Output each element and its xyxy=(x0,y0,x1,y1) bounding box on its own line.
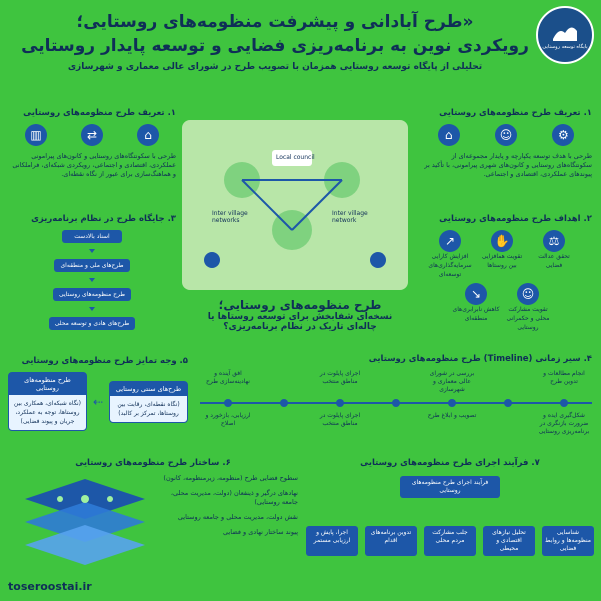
section-6-title: ۶. ساختار طرح منظومه‌های روستایی xyxy=(75,458,231,468)
people-icon: ☺ xyxy=(495,124,517,146)
goal-label: تحقق عدالت فضایی xyxy=(538,253,570,269)
traditional-plan-title: طرح‌های سنتی روستایی xyxy=(110,382,187,396)
goal-label: افزایش کارایی سرمایه‌گذاری‌های توسعه‌ای xyxy=(428,253,472,278)
central-question-line2: نسخه‌ای شفابخش برای توسعه روستاها یا xyxy=(207,312,393,322)
section-6 xyxy=(8,458,298,574)
network-icon: ⚙ xyxy=(552,124,574,146)
hierarchy-level: طرح‌های ملی و منطقه‌ای xyxy=(54,259,129,272)
house-icon: ⌂ xyxy=(438,124,460,146)
timeline-dot xyxy=(392,399,400,407)
goal-item xyxy=(426,230,474,279)
village-network-illustration xyxy=(182,120,408,290)
hierarchy-level: اسناد بالادست xyxy=(62,230,122,243)
arrow-icon: ⇠ xyxy=(92,394,104,409)
timeline-dots xyxy=(200,399,592,407)
arrow-down-icon xyxy=(89,249,95,253)
network-plan-panel xyxy=(8,372,87,431)
goal-item xyxy=(452,283,500,332)
traditional-plan-body: (نگاه نقطه‌ای، رقابت بین روستاها، تمرکز بر کالبد) xyxy=(117,400,180,417)
timeline-bottom-labels xyxy=(200,412,592,436)
section-1-right-icons xyxy=(420,124,592,146)
structure-list xyxy=(158,474,298,537)
illustration xyxy=(182,120,408,290)
title-line1: «طرح آبادانی و پیشرفت منظومه‌های روستایی؛ xyxy=(76,12,474,32)
section-2 xyxy=(412,214,592,332)
timeline-dot xyxy=(336,399,344,407)
village-icon: ⌂ xyxy=(137,124,159,146)
page-title xyxy=(20,10,530,58)
timeline-dot xyxy=(224,399,232,407)
goals-grid xyxy=(412,230,592,332)
section-1-left-icons xyxy=(8,124,176,146)
timeline-label: اجرای پایلوت در مناطق منتخب xyxy=(319,412,361,427)
goal-label: کاهش نابرابری‌های منطقه‌ای xyxy=(452,306,500,322)
arrow-down-icon xyxy=(89,278,95,282)
timeline-label: بررسی در شورای عالی معماری و شهرسازی xyxy=(429,370,475,393)
structure-diagram xyxy=(8,474,298,574)
balance-icon: ⚖ xyxy=(543,230,565,252)
timeline-dot xyxy=(448,399,456,407)
community-icon: ☺ xyxy=(517,283,539,305)
section-1-right xyxy=(420,108,592,179)
logo-icon xyxy=(551,21,579,43)
growth-icon: ↗ xyxy=(439,230,461,252)
section-7-title: ۷. فرآیند اجرای طرح منظومه‌های روستایی xyxy=(360,458,540,468)
process-title-box: فرآیند اجرای طرح منظومه‌های روستایی xyxy=(400,476,500,498)
process-step: جلب مشارکت مردم محلی xyxy=(424,526,476,556)
timeline-label: اجرای پایلوت در مناطق منتخب xyxy=(319,370,361,385)
process-step: اجرا، پایش و ارزیابی مستمر xyxy=(306,526,358,556)
timeline-label: انجام مطالعات و تدوین طرح xyxy=(543,370,585,385)
city-icon: ▥ xyxy=(25,124,47,146)
timeline-dot xyxy=(504,399,512,407)
goal-item xyxy=(478,230,526,279)
timeline-label: افق آینده و نهادینه‌سازی طرح xyxy=(206,370,250,385)
process-steps xyxy=(306,526,594,556)
timeline-dot xyxy=(560,399,568,407)
section-2-title: ۲. اهداف طرح منظومه‌های روستایی xyxy=(439,214,592,224)
comparison xyxy=(8,372,188,431)
structure-item: نهادهای درگیر و ذینفعان (دولت، مدیریت محلی، جامعه روستایی) xyxy=(170,489,298,506)
timeline-label: ارزیابی، بازخورد و اصلاح xyxy=(205,412,251,427)
structure-item: نقش دولت، مدیریت محلی و جامعه روستایی xyxy=(177,513,298,521)
section-4-title: ۴. سیر زمانی (Timeline) طرح منظومه‌های روستایی xyxy=(368,354,592,364)
network-plan-title: طرح منظومه‌های روستایی xyxy=(9,373,86,395)
timeline-dot xyxy=(280,399,288,407)
section-3 xyxy=(8,214,176,330)
section-7 xyxy=(306,458,594,556)
section-3-title: ۳. جایگاه طرح در نظام برنامه‌ریزی xyxy=(31,214,176,224)
central-question-line3: چاله‌ای تاریک در نظام برنامه‌ریزی؟ xyxy=(223,322,377,332)
section-1-left-text: طرحی با سکونتگاه‌های روستایی و کانون‌های پیرامونی عملکردی، اقتصادی و اجتماعی، رویکردی شبکه‌ای، فراملکانی و هماهنگ‌سازی برای عبور از نگاه نقطه‌ای. xyxy=(12,152,176,178)
process-step: تحلیل نیازهای اقتصادی و محیطی xyxy=(483,526,535,556)
footer-site[interactable]: toseroostai.ir xyxy=(8,580,92,593)
section-4 xyxy=(200,354,592,436)
central-question-line1: طرح منظومه‌های روستایی؛ xyxy=(218,298,382,312)
hierarchy-level: طرح منظومه‌های روستایی xyxy=(53,288,131,301)
structure-item: پیوند ساختار نهادی و فضایی xyxy=(223,528,298,536)
process-step: تدوین برنامه‌های اقدام xyxy=(365,526,417,556)
timeline-top-labels xyxy=(200,370,592,394)
traditional-plan-panel xyxy=(109,381,188,423)
inter-village-label-2: Inter village network xyxy=(332,210,368,224)
arrow-down-icon xyxy=(89,307,95,311)
local-council-label: Local council xyxy=(276,154,315,161)
link-icon: ⇄ xyxy=(81,124,103,146)
process-top xyxy=(306,476,594,498)
planning-hierarchy xyxy=(8,230,176,330)
section-5 xyxy=(8,356,188,431)
section-5-title: ۵. وجه تمایز طرح منظومه‌های روستایی xyxy=(21,356,188,366)
section-1-left xyxy=(8,108,176,179)
section-1-right-title: ۱. تعریف طرح منظومه‌های روستایی xyxy=(439,108,592,118)
hierarchy-level: طرح‌های هادی و توسعه محلی xyxy=(49,317,136,330)
layer-stack-icon xyxy=(20,474,150,574)
scale-down-icon: ↘ xyxy=(465,283,487,305)
section-1-right-text: طرحی با هدف توسعه یکپارچه و پایدار مجموعه‌ای از سکونتگاه‌های روستایی و کانون‌های شهری پیرامونی، با تأکید بر پیوندهای عملکردی، اقتصادی و اجتماعی. xyxy=(424,152,592,178)
inter-village-label: Inter village networks xyxy=(212,210,248,224)
goal-item xyxy=(530,230,578,279)
handshake-icon: ✋ xyxy=(491,230,513,252)
section-1-left-title: ۱. تعریف طرح منظومه‌های روستایی xyxy=(23,108,176,118)
process-step: شناسایی منظومه‌ها و روابط فضایی xyxy=(542,526,594,556)
central-question xyxy=(190,298,410,332)
timeline-label: شکل‌گیری ایده و ضرورت بازنگری در برنامه‌ریزی روستایی xyxy=(538,412,590,435)
logo xyxy=(536,6,594,64)
goal-item xyxy=(504,283,552,332)
structure-item: سطوح فضایی طرح (منظومه، زیرمنظومه، کانون) xyxy=(163,474,298,482)
page-subtitle: تحلیلی از پایگاه توسعه روستایی همزمان با تصویب طرح در شورای عالی معماری و شهرسازی xyxy=(67,62,483,72)
timeline-axis xyxy=(200,397,592,409)
goal-label: تقویت همافزایی بین روستاها xyxy=(481,253,523,269)
title-line2: رویکردی نوین به برنامه‌ریزی فضایی و توسعه پایدار روستایی xyxy=(21,36,529,56)
network-plan-body: (نگاه شبکه‌ای، همکاری بین روستاها، توجه به عملکرد، جریان و پیوند فضایی) xyxy=(13,400,82,425)
goal-label: تقویت مشارکت محلی و حکمرانی روستایی xyxy=(506,306,550,331)
logo-text: پایگاه توسعه روستایی xyxy=(542,43,588,50)
timeline-label: تصویب و ابلاغ طرح xyxy=(427,412,477,419)
